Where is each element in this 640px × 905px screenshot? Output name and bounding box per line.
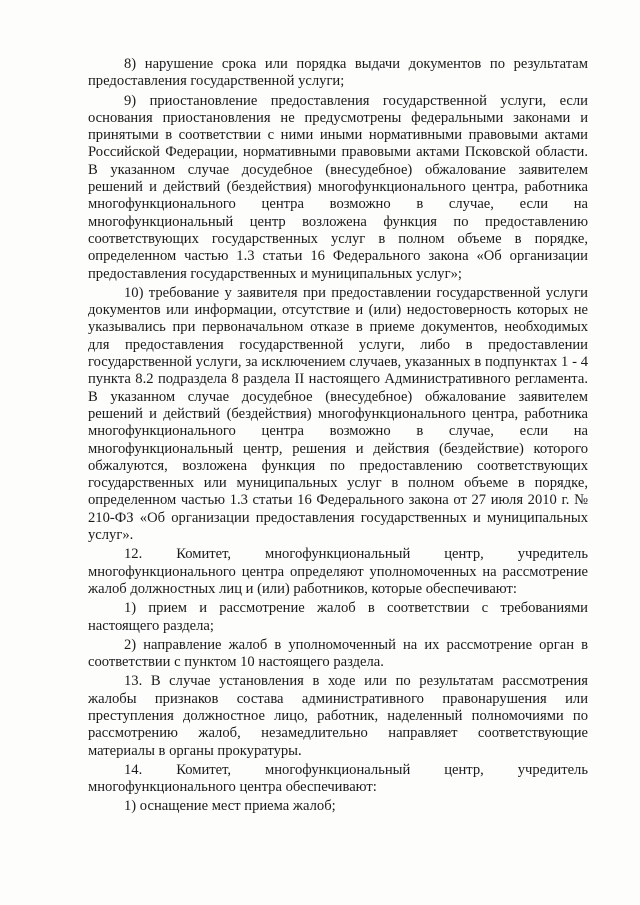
paragraph-item-9: 9) приостановление предоставления государственной услуги, если основания приостановления не предусмотрены федеральными законами и принятыми в соответствии с ними иными нормативными правовыми актами Российской Федерации, нормативными правовыми актами Псковской области. В указанном случае досудебное (внесудебное) обжалование заявителем решений и действий (бездействия) многофункционального центра, работника многофункционального центра возможно в случае, если на многофункциональный центр возложена функция по предоставлению соответствующих государственных услуг в полном объеме в порядке, определенном частью 1.3 статьи 16 Федерального закона «Об организации предоставления государственных и муниципальных услуг»;: [88, 92, 588, 282]
paragraph-subitem-1-b: 1) оснащение мест приема жалоб;: [124, 798, 336, 815]
paragraph-item-10: 10) требование у заявителя при предоставлении государственной услуги документов или информации, отсутствие и (или) недостоверность которых не указывались при первоначальном отказе в приеме документов, необходимых для предоставления государственной услуги, либо в предоставлении государственной услуги, за исключением случаев, указанных в подпунктах 1 - 4 пункта 8.2 подраздела 8 раздела II настоящего Административного регламента. В указанном случае досудебное (внесудебное) обжалование заявителем решений и действий (бездействия) многофункционального центра, работника многофункционального центра возможно в случае, если на многофункциональный центр, решения и действия (бездействие) которого обжалуются, возложена функция по предоставлению соответствующих государственных или муниципальных услуг в полном объеме в порядке, определенном частью 1.3 статьи 16 Федерального закона от 27 июля 2010 г. № 210-ФЗ «Об организации предоставления государственных и муниципальных услуг».: [88, 284, 588, 544]
paragraph-subitem-1: 1) прием и рассмотрение жалоб в соответствии с требованиями настоящего раздела;: [88, 600, 588, 634]
paragraph-clause-13: 13. В случае установления в ходе или по результатам рассмотрения жалобы признаков состава административного правонарушения или преступления должностное лицо, работник, наделенный полномочиями по рассмотрению жалоб, незамедлительно направляет соответствующие материалы в органы прокуратуры.: [88, 673, 588, 759]
paragraph-clause-12: 12. Комитет, многофункциональный центр, учредитель многофункционального центра определяют уполномоченных на рассмотрение жалоб должностных лиц и (или) работников, которые обеспечивают:: [88, 546, 588, 597]
document-body: [88, 56, 588, 816]
paragraph-subitem-2: 2) направление жалоб в уполномоченный на их рассмотрение орган в соответствии с пунктом 10 настоящего раздела.: [88, 636, 588, 671]
paragraph-clause-14: 14. Комитет, многофункциональный центр, учредитель многофункционального центра обеспечивают:: [88, 761, 588, 796]
paragraph-item-8: 8) нарушение срока или порядка выдачи документов по результатам предоставления государственной услуги;: [88, 56, 588, 90]
